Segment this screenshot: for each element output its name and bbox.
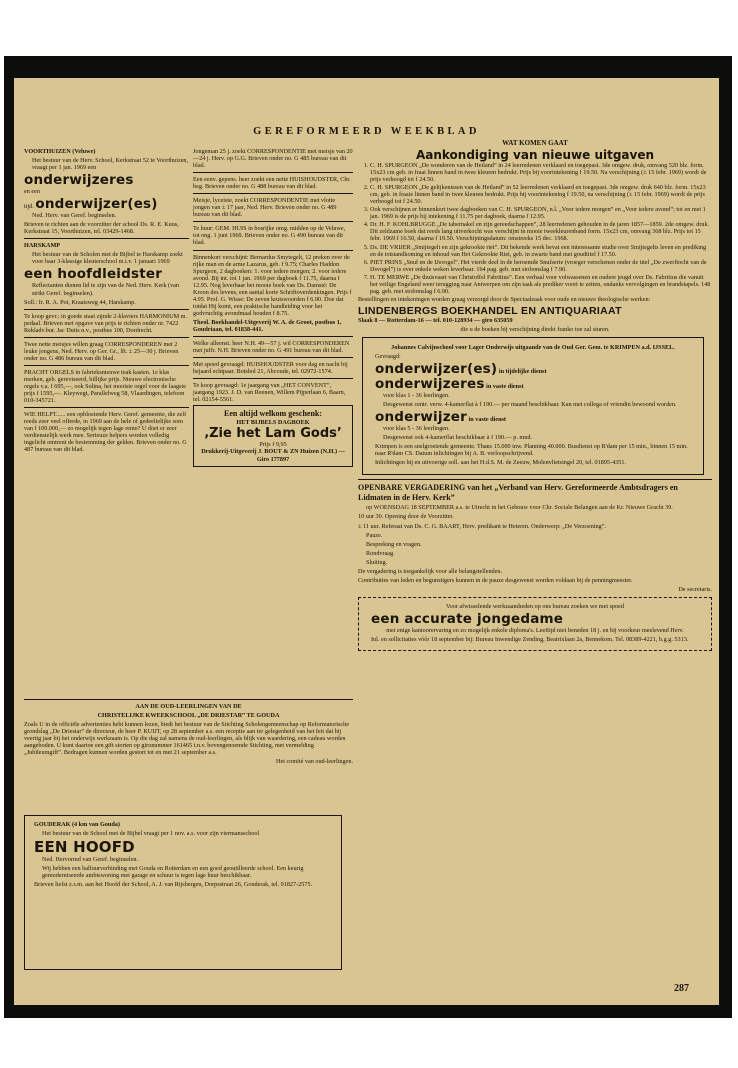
ad-weduwe: Welke alleenst. heer N.H. 49—57 j. wil CORRESPONDEREN met juffr. N.H. Brieven onder no. G 491 bureau van dit blad. (193, 340, 350, 355)
ad-text: Reflectanten dienen lid te zijn van de Ned. Herv. Kerk (van strikt Geref. beginselen). (32, 282, 180, 297)
ad-huishouder: Een eenv. gepens. heer zoekt een nette HUISHOUDSTER, Chr. beg. Brieven onder no. G 488 bureau van dit blad. (193, 176, 351, 191)
ad-text: en een (24, 188, 40, 196)
ad-signature: Het comité van oud-leerlingen. (276, 758, 353, 766)
ad-text: Desgewenst centr. verw. 4-kamerflat à f 190.— per maand beschikbaar. Kan met collega of vriendin bewoond worden. (383, 401, 677, 409)
ad-te-koop: Te koop gevraagd: 1e jaargang van „HET CONVENT”, jaargang 1923. J. D. van Reenen, Willem Pijperlaan 6, Baarn, tel. 02154-5561. (193, 382, 346, 404)
ad-gouderak (24, 815, 342, 970)
bestellingen-text: Bestellingen en intekeningen worden graag verzorgd door de Speciaalzaak voor oude en nieuwe theologische werken: (358, 295, 651, 303)
ad-big-heading: onderwijzer (375, 409, 467, 426)
column-1 (24, 148, 189, 455)
divider (193, 378, 353, 379)
ad-text: Desgewenst ook 4-kamerflat beschikbaar à f 190.— p. mnd. (383, 434, 532, 442)
ad-text: Het bestuur van de Scholen met de Bijbel te Harskamp zoekt voor haar 3-klassige kleuterschool m.i.v. 1 januari 1969 (32, 251, 183, 266)
ad-text: Het bestuur van de Herv. School, Kerkstraat 52 te Voorthuizen, vraagt per 1 jan. 1969 een (32, 157, 189, 172)
book-item: 3. Ook verschijnen er binnenkort twee dagboeken van C. H. SPURGEON, n.l. „Voor iedere morgen” en „Voor iedere avond”; tot en met 1 jan. 1969 is de prijs bij intekening f 11.75 per dagboek, daarna f 12.95. (370, 206, 712, 220)
ad-heading: AAN DE OUD-LEERLINGEN VAN DE (135, 703, 242, 710)
section-title: Aankondiging van nieuwe uitgaven (415, 148, 655, 162)
ad-text: Brieven liefst z.s.m. aan het Hoofd der School, A. J. van Rijsbergen, Dorpsstraat 26, Gouderak, tel. 01827-2575. (34, 881, 313, 889)
ad-text: Gevraagd: (375, 353, 401, 361)
ad-subheading: HET BIJBELS DAGBOEK (236, 419, 310, 427)
divider (358, 479, 712, 480)
ad-zie-het-lam-gods (193, 405, 353, 466)
divider (24, 238, 189, 239)
ad-text: Het bestuur van de School met de Bijbel vraagt per 1 nov. a.s. voor zijn viermansschool (42, 830, 260, 838)
ad-big-heading: onderwijzer(es) (375, 361, 498, 378)
book-item: 1. C. H. SPURGEON „De wonderen van de Heiland” in 24 leerredenen verklaard en toegepast. 3de omgew. druk, omvang 520 blz. form. 15x23 cm geb. in fraai linnen band in twee kleuren bedrukt. Prijs bij voorintekening f 19.50. Na verschijning (± 15 febr. 1969) wordt de prijs verhoogd tot f 24.50. (370, 162, 712, 183)
section-label: WAT KOMEN GAAT (502, 139, 568, 147)
divider (193, 336, 353, 337)
ad-text: Contributies van leden en begunstigers kunnen in de pauze desgewenst worden voldaan bij de penningmeester. (358, 576, 633, 584)
ad-text: in vaste dienst (468, 416, 506, 424)
ad-text: Ned. Herv. van Geref. beginselen. (32, 212, 117, 220)
ad-text: voor klas 5 - 36 leerlingen. (383, 425, 450, 433)
ad-harmonium: Te koop gevr.: in goede staat zijnde 2-klaviers HARMONIUM m. pedaal. Brieven met opgave van prijs te richten onder nr. 7422 Rekladv.bur. Jac Duits n.v., postbus 100, Dordrecht. (24, 312, 187, 334)
book-item: 2. C. H. SPURGEON „De gelijkenissen van de Heiland” in 52 leerredenen verklaard en toegepast. 3de omgew. druk 640 blz. form. 15x23 cm, geb. in fraaie linnen band in twee kleuren bedrukt. Prijs bij voorintekening f 19.50, na verschijning (± 15 febr. 1969) wordt de prijs verhoogd tot f 24.50. (370, 184, 712, 205)
ad-boekhandel: Theol. Boekhandel-Uitgeverij W. A. de Groot, postbus 1, Goudriaan, tel. 01838-441. (193, 318, 342, 333)
ad-heading: Johannes Calvijnschool voor Lager Onderwijs uitgaande van de Oud Ger. Gem. te KRIMPEN a.d. IJSSEL. (391, 343, 675, 351)
ad-text: Brieven te richten aan de voorzitter der school Ds. R. E. Kuus, Kerkstraat 15, Voorthuizen, tel. 03429-1468. (24, 221, 179, 236)
divider (24, 337, 189, 338)
divider (24, 699, 353, 700)
ad-big-heading: onderwijzeres (375, 376, 485, 393)
ad-voorthuizen (24, 148, 189, 235)
ad-text: tijd. (24, 203, 34, 211)
ad-text: op WOENSDAG 18 SEPTEMBER a.s. te Utrecht in het Gebouw voor Chr. Sociale Belangen aan de Kr. Nieuwe Gracht 39. (366, 504, 673, 512)
ad-big-heading: ‚Zie het Lam Gods’ (204, 426, 342, 442)
ad-text: Inl. en sollicitaties vóór 18 september bij: Bureau Inwendige Zending, Beatrixlaan 2a, Bennekom. Tel. 08389-4221, b.g.g. 5313. (371, 635, 689, 643)
ad-jongedame (358, 597, 712, 651)
ad-text: ± 11 uur. Referaat van Ds. C. G. BAART, Herv. predikant te Heteren. Onderwerp: „De Verzoening”. (358, 522, 607, 530)
divider (193, 221, 353, 222)
masthead: GEREFORMEERD WEEKBLAD (253, 126, 480, 137)
ad-huis: Te huur: GEM. HUIS in bosrijke omg. midden op de Veluwe, tot ong. 1 juni 1969. Brieven onder no. G 490 bureau van dit blad. (193, 225, 346, 247)
ad-heading: CHRISTELIJKE KWEEKSCHOOL „DE DRIESTAR” TE GOUDA (97, 712, 280, 720)
ad-text: Sluiting. (366, 558, 388, 566)
ad-price: Prijs f 9,95 (259, 441, 287, 449)
ad-openbare-vergadering (358, 483, 712, 592)
page-number: 287 (674, 983, 689, 994)
ad-text: met enige kantoorervaring en zo mogelijk enkele diploma's. Leeftijd niet beneden 18 j. en bij voorkeur meelevend Herv. (386, 626, 684, 634)
ad-binnenkort: Binnenkort verschijnt: Bernardus Smytegelt, 12 preken over de rijke man en de arme Lazarus, geb. f 9.75; Charles Haddon Spurgeon, 2 dagboeken: 1. voor iedere morgen; 2. voor iedere avond. Bij int. tot 1 jan. 1969 per dagboek f 11.75, daarna f 12.95. Nog leverbaar het mooie boek van Ds. Damsté: De Kroon des levens, een aantal korte Schriftoverdenkingen. Prijs f 4.95. Prof. G. Wisse: De zeven kruiswoorden f 6.90. Doe dat totdat Hij komt, een praktische handleiding voor het godvruchtig avondmaal houden f 8.75. (193, 253, 352, 317)
divider (24, 309, 189, 310)
ad-heading: Een altijd welkom geschenk: (224, 409, 322, 419)
ad-text: voor klas 1 - 36 leerlingen. (383, 392, 450, 400)
ad-text: Rondvraag. (366, 549, 395, 557)
scan-border (4, 56, 732, 1018)
newspaper-page (14, 78, 719, 1005)
ad-big-heading: een accurate jongedame (371, 610, 564, 627)
ad-text: Soll.: Ir. R. A. Pot, Kraatsweg 44, Harskamp. (24, 298, 136, 306)
ad-text: Voor afwisselende werkzaamheden op ons bureau zoeken we met spoed (445, 602, 625, 610)
divider (193, 250, 353, 251)
divider (193, 357, 353, 358)
ad-krimpen (362, 337, 704, 475)
ad-text: Ned. Hervormd van Geref. beginselen. (42, 856, 139, 864)
book-list (358, 162, 712, 295)
ad-heading: HARSKAMP (24, 242, 61, 250)
ad-big-heading: een hoofdleidster (24, 266, 163, 283)
ad-big-heading: onderwijzeres (24, 172, 134, 189)
ad-text: 10 uur 30. Opening door de Voorzitter. (358, 513, 454, 521)
book-item: 5. Ds. DE VRIJER „Smijtegelt en zijn gekrookte riet”. Dit bekende werk bevat een interessante studie over Smijtegelts leven en prediking en de totstandkoming en inhoud van Het Gekrookte Riet, geb. in zwarte band met goudtitel f 17.50. (370, 244, 712, 258)
ad-text: Wij hebben een halfuurverbinding met Gouda en Rotterdam en een goed geoutilleerde school. Een keurig gemoderniseerde ambtswoning met garage en schuur is tegen lage huur beschikbaar. (42, 865, 304, 880)
ad-signature: De secretaris. (678, 585, 712, 593)
ad-pracht-orgels: PRACHT ORGELS in fabrieksnieuwe teak kasten. 1e klas merken, geb. gereviseerd, billijke prijs. Nieuwe electronische orgels v.a. f 695,—, ook Solina, het mooiste orgel voor de laagste prijs f 1595,—. Kleywegt, Parallelweg 58, Vlaardingen, telefoon 010-345721. (24, 368, 186, 405)
ad-big-heading: onderwijzer(es) (35, 196, 158, 213)
ad-text: Zoals U in de officiële advertenties hebt kunnen lezen, biedt het bestuur van de Stichting Scholengemeenschap op Reformatorische grondslag „De Driestar” de directeur, de heer P. KUIJT, op 28 september a.s. een receptie aan ter gelegenheid van het feit dat hij veertig jaar bij het onderwijs werkzaam is. Op die dag zal namens de oud-leerlingen, als blijk van waardering, een cadeau worden aangeboden. U kunt daartoe een gift storten op gironummer 161465 t.n.v. bovengenoemde Stichting, met vermelding „Jubileumgift”. Bedragen kunnen worden gestort tot en met 21 september a.s. (24, 721, 349, 757)
divider (193, 172, 353, 173)
ad-text: Bespreking en vragen. (366, 540, 422, 548)
ad-heading: OPENBARE VERGADERING van het „Verband van Herv. Gereformeerde Ambtsdragers en Lidmaten in de Herv. Kerk” (358, 483, 678, 502)
divider (24, 407, 189, 408)
ad-huishoudster: Met spoed gevraagd: HUISHOUDSTER voor dag en nacht bij bejaard echtpaar. Botshol 21, Abcoude, tel. 02972-1574. (193, 361, 348, 376)
ad-wie-helpt: WIE HELPT...... een opbloeiende Herv. Geref. gemeente, die zelf reeds zeer veel offerde, in 1969 aan de hele of gedeeltelijke som van f 100.000,— zo mogelijk tegen lage rente? U doet er zeer verdienstelijk werk mee. Serieuze helpers worden volledig ingelicht omtrent de bestemming der gelden. Brieven onder no. G 487 bureau van dit blad. (24, 411, 187, 454)
ad-lyceiste: Meisje, lyceiste, zoekt CORRESPONDENTIE met vlotte jongen van ± 17 jaar, Ned. Herv. Brieven onder no. G 489 bureau van dit blad. (193, 197, 337, 219)
divider (193, 193, 353, 194)
bookshop-note: die u de boeken bij verschijning direkt franko toe zal sturen. (460, 325, 610, 333)
book-item: 4. Dr. H. F. KOHLBRUGGE „De tabernakel en zijn gereedschappen”, 28 leerredenen gehouden in de jaren 1857—1859. 2de omgew. druk. Dit zeldzame boek dat reeds lang uitverkocht was verschijnt in mooie tweekleurenband form. 15x23 cm, omvang 368 blz. Prijs tot 15 febr. 1969 f 16.50, daarna f 19.50. Verschijningsdatum: omstreeks 15 dec. 1968. (370, 221, 712, 242)
ad-text: De vergadering is toegankelijk voor alle belangstellenden. (358, 567, 503, 575)
column-3 (358, 138, 712, 651)
book-item: 7. H. TE MERWE „De thuisvaart van Christoffel Fabritius”. Een verhaal voor volwassenen en oudere jeugd over Ds. Fabritius die vanuit het veilige Engeland weer terugging naar Antwerpen om zijn taak als prediker voort te zetten, ondanks vervolgingen en brandstapels. 148 pag. geb. met stofomslag f 6.90. (370, 274, 712, 295)
ad-text: Pauze. (366, 531, 383, 539)
ad-text: in vaste dienst (486, 383, 524, 391)
ad-heading: VOORTHUIZEN (Veluwe) (24, 148, 96, 155)
divider (24, 365, 189, 366)
book-item: 6. PIET PRINS „Snuf en de IJsvogel”. Het vierde deel in de beroemde Snufserie (vroeger verschenen onder de titel „De zwerftocht van de IJsvogel”) is over enkele weken leverbaar. 164 pag. geb. met stofomslag f 7.90. (370, 259, 712, 273)
bookshop-name: LINDENBERGS BOEKHANDEL EN ANTIQUARIAAT (358, 304, 622, 317)
ad-correspondentie: Twee nette meisjes willen graag CORRESPONDEREN met 2 leuke jongens, Ned. Herv. op Ger. Gr., lft. ± 25—30 j. Brieven onder no. G 486 bureau van dit blad. (24, 340, 179, 362)
ad-driestar (24, 696, 353, 767)
ad-jongeman: Jongeman 25 j. zoekt CORRESPONDENTIE met meisje van 20—24 j. Herv. op G.G. Brieven onder no. G 485 bureau van dit blad. (193, 148, 353, 170)
ad-publisher: Drukkerij-Uitgeverij J. BOUT & ZN Huizen (N.H.) — Giro 177897 (201, 448, 345, 463)
ad-text: Krimpen is een snelgroeiende gemeente. Thans 15.000 inw. Planning 40.000. Busdienst op R'dam per 15 min., binnen 15 min. naar R'dam CS. Datum inlichtingen bij A. B. verloopschrijvend. (375, 443, 688, 458)
ad-text: in tijdelijke dienst (498, 368, 547, 376)
ad-big-heading: EEN HOOFD (34, 838, 135, 857)
column-2 (193, 148, 353, 469)
ad-text: Inlichtingen bij en uitvoerige soll. aan het H.d.S. M. de Zeeuw, Molenvlietsingel 20, tel. 01895-4351. (375, 459, 627, 467)
ad-heading: GOUDERAK (4 km van Gouda) (34, 821, 120, 828)
bookshop-address: Slaak 8 — Rotterdam-16 — tel. 010-128934 — giro 635059 (358, 316, 513, 324)
ad-harskamp (24, 242, 189, 305)
